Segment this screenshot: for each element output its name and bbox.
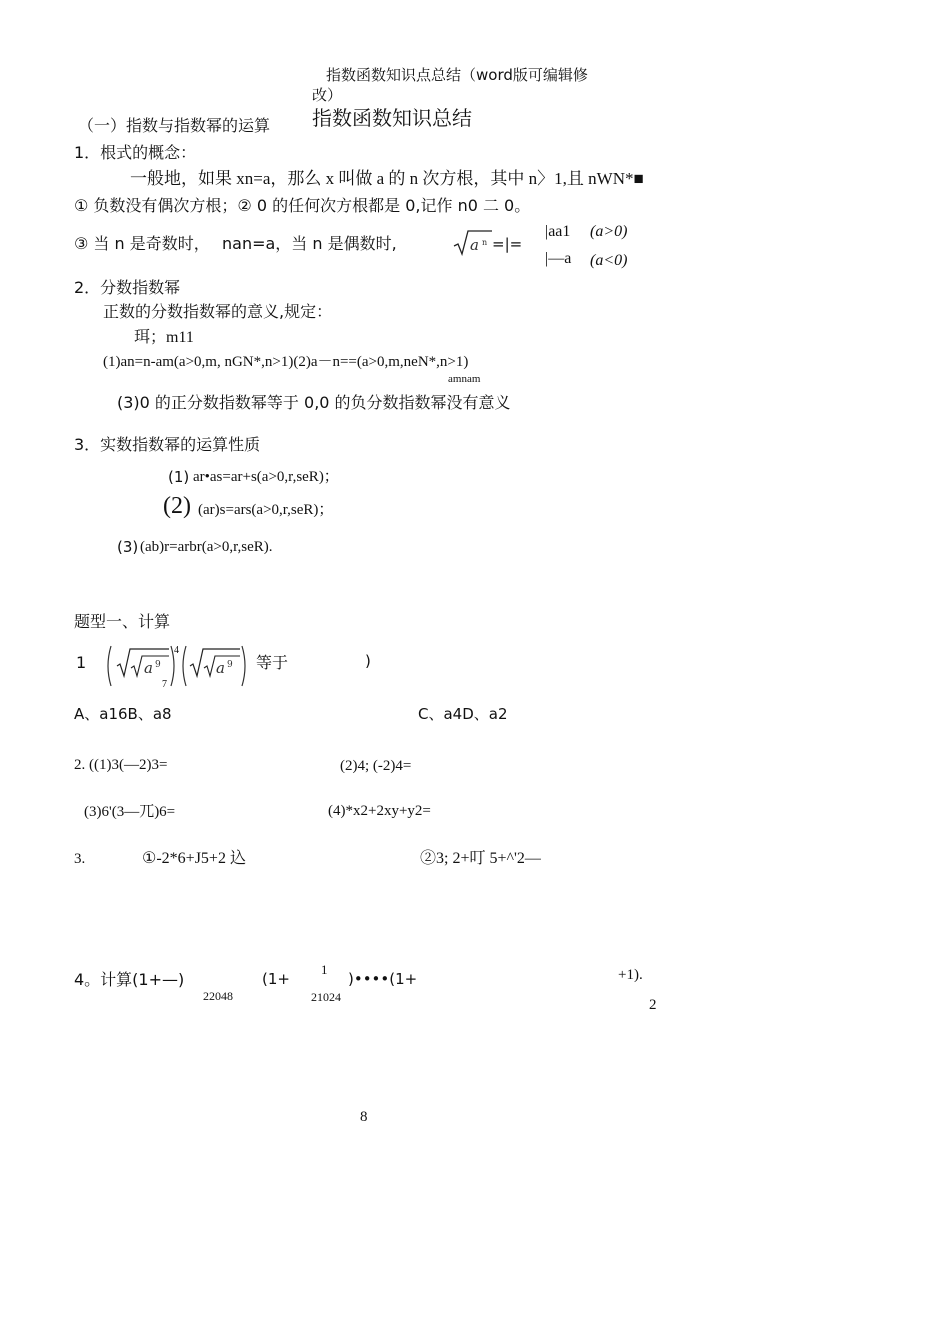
problem1-expression-right (178, 644, 252, 690)
problem4-den1: 22048 (203, 989, 233, 1003)
problem1-number: 1 (76, 653, 87, 672)
sqrt-a-n-symbol (452, 228, 494, 258)
svg-text:a: a (216, 659, 225, 677)
problem4-den2: 21024 (311, 990, 341, 1004)
problem1-expression-left (103, 644, 183, 690)
problem4-end: +1). (618, 967, 643, 983)
problem2-part4: (4)*x2+2xy+y2= (328, 803, 431, 819)
fractional-line3: amnam (448, 373, 481, 385)
problem1-equals: 等于 (256, 653, 289, 672)
svg-text:9: 9 (227, 660, 233, 670)
problem4-start: 4。计算(1+—) (74, 970, 185, 989)
svg-text:n: n (482, 238, 488, 247)
svg-text:9: 9 (155, 660, 161, 670)
doc-subtitle: 指数函数知识总结 (312, 106, 472, 130)
problem2-part2: (2)4; (-2)4= (340, 758, 412, 774)
doc-title-line2: 改） (312, 86, 343, 104)
radical-rule-3b: nan=a，当 n 是偶数时, (222, 234, 397, 253)
problem3-part1: ①-2*6+J5+2 込 (142, 850, 246, 867)
abs-equals: =|= (492, 235, 523, 253)
prop2-formula: (ar)s=ars(a>0,r,seR)； (198, 502, 334, 518)
fractional-line1: 珥；m11 (134, 329, 194, 346)
case-positive: |aa1 (545, 223, 571, 240)
problem3-part2: ②3; 2+叮 5+^'2— (420, 850, 541, 867)
radical-rule-3a: ③ 当 n 是奇数时， (74, 234, 210, 253)
problem1-option-cd: C、a4D、a2 (418, 705, 508, 723)
prop3-label: (3) (117, 538, 139, 556)
svg-text:a: a (470, 236, 479, 254)
problem1-paren: ) (365, 652, 371, 670)
prop1-formula: ar•as=ar+s(a>0,r,seR)； (193, 469, 339, 485)
problem1-exp: 4 (174, 645, 179, 656)
section-title: （一）指数与指数幂的运算 (78, 116, 271, 135)
doc-title-line1: 指数函数知识点总结（word版可编辑修 (326, 66, 588, 84)
svg-text:a: a (144, 659, 153, 677)
problem-type-title: 题型一、计算 (74, 612, 171, 631)
fractional-intro: 正数的分数指数幂的意义,规定： (103, 302, 333, 321)
problem4-den3: 2 (649, 997, 657, 1013)
problem4-term3: )••••(1+ (348, 970, 418, 988)
case-negative-cond: (a<0) (590, 252, 628, 269)
problem3-number: 3. (74, 851, 86, 867)
problem2-part3: (3)6'(3—兀)6= (84, 804, 176, 820)
problem1-sub: 7 (162, 679, 167, 690)
radical-rule-1-2: ① 负数没有偶次方根；② 0 的任何次方根都是 0,记作 n0 二 0。 (74, 196, 531, 215)
heading-real-power: 3．实数指数幂的运算性质 (74, 435, 261, 454)
fractional-line2: (1)an=n-am(a>0,m, nGN*,n>1)(2)a－n==(a>0,m,neN*,n>1) (103, 354, 469, 370)
prop3-formula: (ab)r=arbr(a>0,r,seR). (140, 539, 273, 555)
page-number: 8 (360, 1109, 368, 1125)
fractional-zero-rule: (3)0 的正分数指数幂等于 0,0 的负分数指数幂没有意义 (117, 393, 511, 412)
prop2-label: (2) (163, 493, 191, 519)
case-positive-cond: (a>0) (590, 223, 628, 240)
problem2-part1: 2. ((1)3(—2)3= (74, 757, 168, 773)
heading-fractional-power: 2．分数指数幂 (74, 278, 181, 297)
problem4-term2: (1+ (262, 970, 290, 988)
problem1-option-ab: A、a16B、a8 (74, 705, 172, 723)
radical-definition: 一般地，如果 xn=a，那么 x 叫做 a 的 n 次方根，其中 n〉1,且 nWN*■ (130, 169, 644, 188)
case-negative: |—a (545, 250, 572, 267)
prop1-label: (1) (168, 468, 190, 486)
problem4-num2: 1 (321, 962, 328, 977)
heading-radical-concept: 1．根式的概念： (74, 143, 197, 162)
